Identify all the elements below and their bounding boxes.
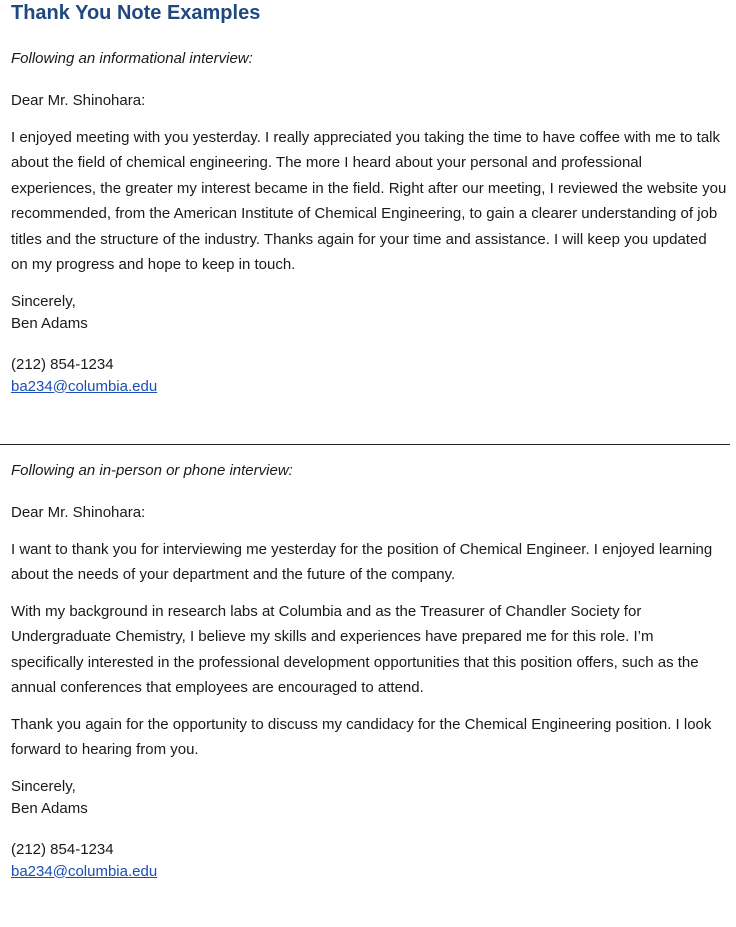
example-label: Following an informational interview: <box>11 50 253 67</box>
example-informational-interview <box>11 48 727 398</box>
example-in-person-interview <box>11 460 727 883</box>
letter-greeting: Dear Mr. Shinohara: <box>11 92 146 109</box>
example-label: Following an in-person or phone interview: <box>11 462 293 479</box>
letter-paragraph: I enjoyed meeting with you yesterday. I really appreciated you taking the time to have coffee with me to talk about the field of chemical engineering. The more I heard about your personal and professional experiences, the greater my interest became in the field. Right after our meeting, I reviewed the website you recommended, from the American Institute of Chemical Engineering, to gain a clearer understanding of job titles and the structure of the industry. Thanks again for your time and assistance. I will keep you updated on my progress and hope to keep in touch. <box>11 128 727 273</box>
signer-name: Ben Adams <box>11 799 88 817</box>
letter-greeting: Dear Mr. Shinohara: <box>11 504 146 521</box>
contact-block <box>11 839 727 883</box>
signer-name: Ben Adams <box>11 314 88 332</box>
letter-closing: Sincerely, <box>11 292 76 310</box>
email-link[interactable]: ba234@columbia.edu <box>11 377 158 395</box>
email-link[interactable]: ba234@columbia.edu <box>11 862 158 880</box>
contact-block <box>11 354 727 398</box>
phone-number: (212) 854-1234 <box>11 840 114 858</box>
letter-paragraph: I want to thank you for interviewing me yesterday for the position of Chemical Engineer. I enjoyed learning about the needs of your department and the future of the company. <box>11 540 713 583</box>
letter-paragraph: Thank you again for the opportunity to discuss my candidacy for the Chemical Engineering position. I look forward to hearing from you. <box>11 715 712 758</box>
signature-block <box>11 291 727 335</box>
phone-number: (212) 854-1234 <box>11 355 114 373</box>
page-title: Thank You Note Examples <box>11 2 261 24</box>
signature-block <box>11 776 727 820</box>
letter-closing: Sincerely, <box>11 777 76 795</box>
letter-paragraph: With my background in research labs at Columbia and as the Treasurer of Chandler Society for Undergraduate Chemistry, I believe my skills and experiences have prepared me for this role. I’m specifically interested in the professional development opportunities that this position offers, such as the annual conferences that employees are encouraged to attend. <box>11 602 699 696</box>
section-divider <box>0 444 730 445</box>
